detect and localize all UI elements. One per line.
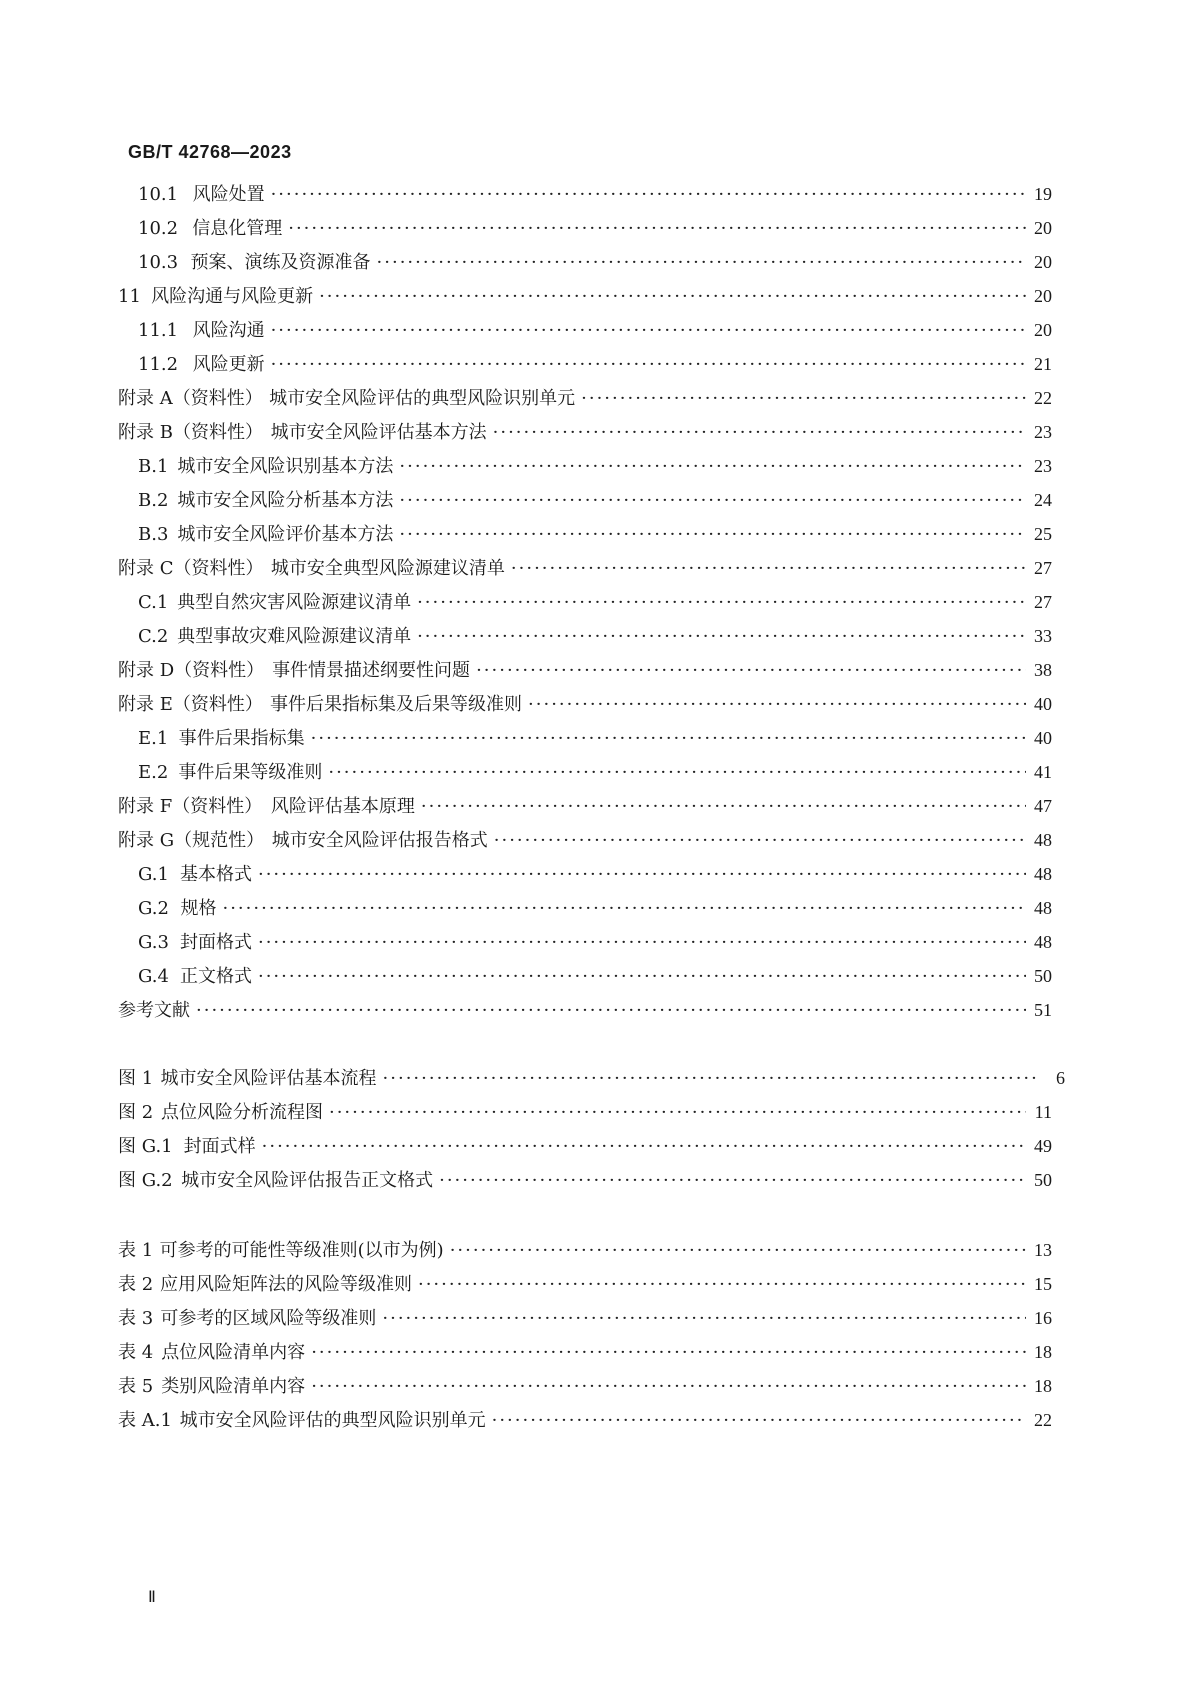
toc-entry-page: 48: [1034, 830, 1052, 850]
dot-leader: [258, 963, 1026, 991]
figure-entry-number: 图 G.2: [118, 1170, 173, 1191]
toc-entry-title: 典型自然灾害风险源建议清单: [177, 592, 412, 613]
toc-entry-number: B.1: [138, 456, 169, 477]
toc-entry[interactable]: [118, 996, 1052, 1024]
toc-entry-title: 风险沟通与风险更新: [151, 286, 314, 307]
dot-leader: [492, 1407, 1026, 1435]
toc-entry-number: 10.3: [138, 252, 179, 273]
toc-entry-page: 20: [1034, 320, 1052, 340]
toc-entry-number: 附录 C（资料性）: [118, 558, 264, 579]
table-entry-title: 类别风险清单内容: [161, 1376, 306, 1397]
toc-entry-title: 风险处置: [192, 184, 265, 205]
table-entry-page: 15: [1033, 1274, 1052, 1294]
table-entry[interactable]: [118, 1236, 1052, 1264]
toc-entry[interactable]: [138, 520, 1052, 548]
toc-entry[interactable]: [118, 792, 1052, 820]
toc-entry-title: 事件后果指标集及后果等级准则: [270, 694, 523, 715]
toc-entry-title: 封面格式: [179, 932, 252, 953]
table-entry-page: 13: [1034, 1240, 1052, 1260]
toc-entry[interactable]: [138, 894, 1052, 922]
dot-leader: [493, 419, 1026, 447]
dot-leader: [329, 1099, 1026, 1127]
toc-entry-page: 25: [1034, 524, 1052, 544]
toc-entry-number: 11.1: [138, 320, 179, 341]
dot-leader: [311, 725, 1026, 753]
toc-entry-page: 20: [1034, 218, 1052, 238]
toc-entry-page: 23: [1034, 422, 1052, 442]
toc-entry-title: 基本格式: [179, 864, 252, 885]
toc-entry-number: B.3: [138, 524, 169, 545]
toc-entry-page: 40: [1034, 694, 1052, 714]
table-entry[interactable]: [118, 1270, 1052, 1298]
toc-entry-page: 38: [1034, 660, 1052, 680]
dot-leader: [271, 317, 1026, 345]
toc-entry-number: G.2: [138, 898, 169, 919]
dot-leader: [417, 589, 1026, 617]
toc-entry[interactable]: [138, 350, 1052, 378]
table-entry-number: 表 A.1: [118, 1410, 172, 1431]
toc-entry-title: 事件情景描述纲要性问题: [272, 660, 471, 681]
dot-leader: [399, 453, 1026, 481]
figure-entry-number: 图 1: [118, 1068, 154, 1089]
table-entry-number: 表 2: [118, 1274, 154, 1295]
toc-entry[interactable]: [118, 554, 1052, 582]
toc-entry[interactable]: [118, 656, 1052, 684]
toc-entry-page: 22: [1034, 388, 1052, 408]
toc-entry[interactable]: [138, 962, 1052, 990]
figure-entry-page: 6: [1056, 1068, 1065, 1088]
dot-leader: [258, 861, 1026, 889]
toc-entry[interactable]: [138, 452, 1052, 480]
figure-entry-page: 50: [1034, 1170, 1052, 1190]
toc-entry[interactable]: [138, 316, 1052, 344]
toc-entry[interactable]: [138, 180, 1052, 208]
toc-entry-page: 41: [1034, 762, 1052, 782]
toc-entry[interactable]: [118, 384, 1052, 412]
dot-leader: [271, 181, 1026, 209]
dot-leader: [450, 1237, 1026, 1265]
dot-leader: [311, 1373, 1026, 1401]
dot-leader: [421, 793, 1026, 821]
toc-entry-title: 预案、演练及资源准备: [190, 252, 371, 273]
toc-entry-page: 21: [1034, 354, 1052, 374]
figure-entry[interactable]: [118, 1132, 1052, 1160]
toc-entry-number: E.2: [138, 762, 169, 783]
table-entry-page: 22: [1034, 1410, 1052, 1430]
toc-entry-number: C.1: [138, 592, 169, 613]
toc-entry-title: 正文格式: [179, 966, 252, 987]
figure-entry-title: 封面式样: [183, 1136, 256, 1157]
toc-entry-number: 附录 D（资料性）: [118, 660, 265, 681]
figure-entry[interactable]: [118, 1064, 1065, 1092]
dot-leader: [288, 215, 1026, 243]
figure-entry[interactable]: [118, 1166, 1052, 1194]
figure-entry-number: 图 G.1: [118, 1136, 173, 1157]
toc-entry-page: 24: [1034, 490, 1052, 510]
table-entry-title: 可参考的可能性等级准则(以市为例): [159, 1240, 444, 1261]
toc-entry-page: 48: [1034, 864, 1052, 884]
toc-entry-title: 城市安全风险评估报告格式: [271, 830, 488, 851]
toc-entry-title: 事件后果等级准则: [178, 762, 323, 783]
toc-entry[interactable]: [118, 826, 1052, 854]
figure-entry-title: 点位风险分析流程图: [160, 1102, 323, 1123]
dot-leader: [417, 623, 1026, 651]
toc-entry-number: 附录 B（资料性）: [118, 422, 263, 443]
table-entry-page: 18: [1034, 1376, 1052, 1396]
toc-entry-page: 48: [1034, 898, 1052, 918]
toc-entry-page: 27: [1034, 558, 1052, 578]
dot-leader: [399, 487, 1026, 515]
table-entry[interactable]: [118, 1304, 1052, 1332]
dot-leader: [399, 521, 1026, 549]
toc-entry-number: E.1: [138, 728, 169, 749]
table-entry-title: 点位风险清单内容: [161, 1342, 306, 1363]
table-entry-number: 表 5: [118, 1376, 154, 1397]
toc-entry-title: 风险沟通: [192, 320, 265, 341]
toc-entry[interactable]: [118, 418, 1052, 446]
toc-entry-title: 事件后果指标集: [178, 728, 305, 749]
toc-entry-title: 城市安全风险识别基本方法: [177, 456, 394, 477]
dot-leader: [383, 1065, 1039, 1093]
toc-entry[interactable]: [138, 214, 1052, 242]
figure-entry-number: 图 2: [118, 1102, 154, 1123]
toc-entry[interactable]: [138, 622, 1052, 650]
toc-entry-page: 20: [1034, 286, 1052, 306]
dot-leader: [271, 351, 1026, 379]
toc-entry-number: 附录 A（资料性）: [118, 388, 263, 409]
dot-leader: [476, 657, 1026, 685]
toc-entry[interactable]: [138, 486, 1052, 514]
table-entry-title: 应用风险矩阵法的风险等级准则: [159, 1274, 412, 1295]
figure-entry[interactable]: [118, 1098, 1052, 1126]
figure-entry-page: 11: [1034, 1102, 1052, 1122]
toc-entry-page: 19: [1034, 184, 1052, 204]
toc-entry-number: 11.2: [138, 354, 179, 375]
toc-entry-number: G.4: [138, 966, 169, 987]
toc-entry-title: 典型事故灾难风险源建议清单: [177, 626, 412, 647]
toc-entry[interactable]: [138, 860, 1052, 888]
figure-entry-page: 49: [1034, 1136, 1052, 1156]
toc-entry-page: 48: [1034, 932, 1052, 952]
toc-entry-number: 附录 E（资料性）: [118, 694, 263, 715]
toc-entry-number: 10.1: [138, 184, 179, 205]
toc-entry-page: 27: [1034, 592, 1052, 612]
table-entry-title: 可参考的区域风险等级准则: [160, 1308, 377, 1329]
toc-entry-title: 风险更新: [192, 354, 265, 375]
toc-entry-title: 信息化管理: [192, 218, 283, 239]
dot-leader: [328, 759, 1026, 787]
dot-leader: [258, 929, 1026, 957]
dot-leader: [494, 827, 1026, 855]
toc-entry-page: 20: [1034, 252, 1052, 272]
toc-entry-number: 附录 F（资料性）: [118, 796, 263, 817]
table-entry-page: 16: [1034, 1308, 1052, 1328]
dot-leader: [222, 895, 1026, 923]
toc-entry-page: 47: [1034, 796, 1052, 816]
toc-entry-title: 城市安全风险分析基本方法: [177, 490, 394, 511]
toc-entry-number: 附录 G（规范性）: [118, 830, 265, 851]
dot-leader: [196, 997, 1026, 1025]
table-entry[interactable]: [118, 1338, 1052, 1366]
toc-entry-page: 33: [1034, 626, 1052, 646]
table-entry-title: 城市安全风险评估的典型风险识别单元: [179, 1410, 486, 1431]
table-entry-number: 表 3: [118, 1308, 154, 1329]
table-entry[interactable]: [118, 1372, 1052, 1400]
page-number: Ⅱ: [148, 1589, 156, 1606]
dot-leader: [418, 1271, 1026, 1299]
table-entry-number: 表 4: [118, 1342, 154, 1363]
toc-entry[interactable]: [138, 588, 1052, 616]
dot-leader: [581, 385, 1026, 413]
dot-leader: [319, 283, 1026, 311]
toc-entry-title: 规格: [180, 898, 217, 919]
dot-leader: [262, 1133, 1026, 1161]
toc-entry[interactable]: [138, 928, 1052, 956]
figure-entry-title: 城市安全风险评估报告正文格式: [181, 1170, 434, 1191]
table-entry-number: 表 1: [118, 1240, 154, 1261]
toc-entry[interactable]: [118, 282, 1052, 310]
standard-code: GB/T 42768—2023: [128, 142, 292, 162]
toc-entry-page: 50: [1034, 966, 1052, 986]
dot-leader: [377, 249, 1026, 277]
toc-entry[interactable]: [138, 248, 1052, 276]
toc-entry-title: 城市安全风险评估的典型风险识别单元: [269, 388, 576, 409]
dot-leader: [528, 691, 1026, 719]
toc-entry[interactable]: [138, 724, 1052, 752]
dot-leader: [511, 555, 1026, 583]
toc-entry-title: 城市安全风险评估基本方法: [270, 422, 487, 443]
dot-leader: [311, 1339, 1026, 1367]
toc-entry-number: G.3: [138, 932, 169, 953]
table-entry[interactable]: [118, 1406, 1052, 1434]
toc-entry-page: 23: [1034, 456, 1052, 476]
toc-entry-number: B.2: [138, 490, 169, 511]
toc-entry-title: 风险评估基本原理: [270, 796, 415, 817]
toc-entry-page: 40: [1034, 728, 1052, 748]
table-entry-page: 18: [1034, 1342, 1052, 1362]
toc-entry-number: C.2: [138, 626, 169, 647]
toc-entry[interactable]: [138, 758, 1052, 786]
toc-entry-title: 城市安全典型风险源建议清单: [270, 558, 505, 579]
toc-entry-title: 参考文献: [118, 1000, 190, 1021]
toc-entry[interactable]: [118, 690, 1052, 718]
toc-entry-page: 51: [1034, 1000, 1052, 1020]
toc-entry-number: 10.2: [138, 218, 179, 239]
toc-entry-number: 11: [118, 286, 141, 307]
toc-entry-number: G.1: [138, 864, 169, 885]
dot-leader: [382, 1305, 1026, 1333]
toc-entry-title: 城市安全风险评价基本方法: [177, 524, 394, 545]
figure-entry-title: 城市安全风险评估基本流程: [160, 1068, 377, 1089]
dot-leader: [439, 1167, 1026, 1195]
